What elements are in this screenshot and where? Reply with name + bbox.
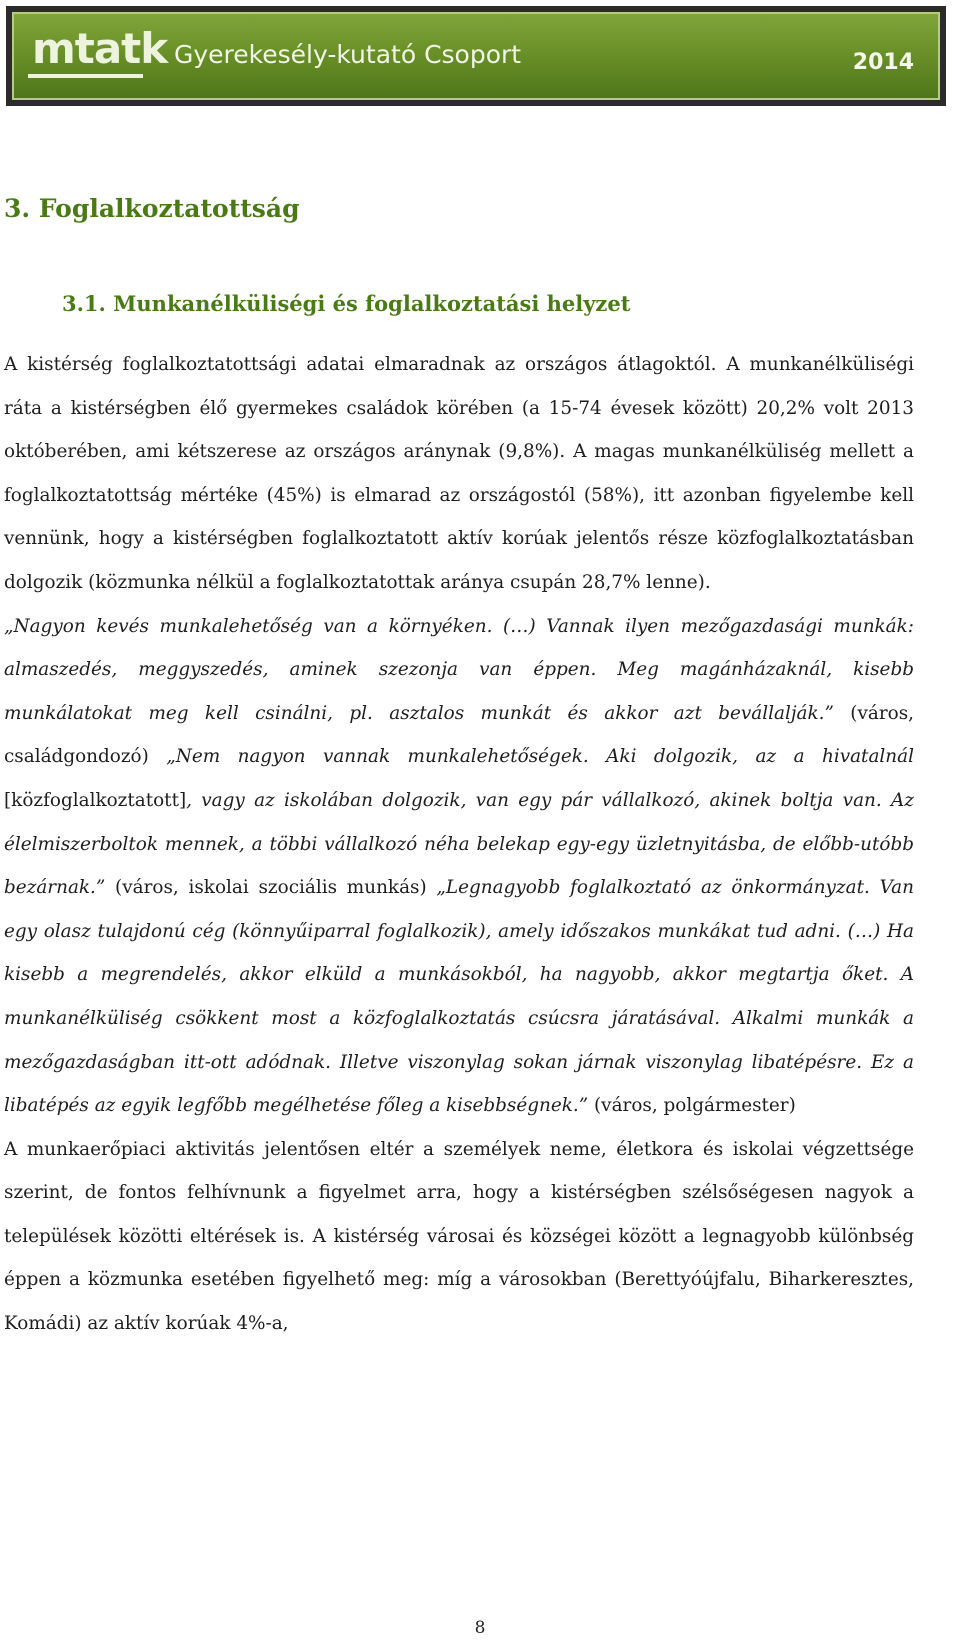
header-title: Gyerekesély-kutató Csoport [174, 40, 522, 69]
section-title: 3.1. Munkanélküliségi és foglalkoztatási helyzet [62, 291, 631, 316]
quote-source: (város, családgondozó) [4, 702, 914, 768]
interview-quote: „Legnagyobb foglalkoztató az önkormányzat. Van egy olasz tulajdonú cég (könnyűiparral foglalkozik), amely időszakos munkákat tud adni. (…) Ha kisebb a megrendelés, akkor elküld a munkásokból, ha nagyobb, akkor megtartja őket. A munkanélküliség csökkent most a közfoglalkoztatás csúcsra járatásával. Alkalmi munkák a mezőgazdaságban itt-ott adódnak. Illetve viszonylag sokan járnak viszonylag libatépésre. Ez a libatépés az egyik legfőbb megélhetése főleg a kisebbségnek.” [4, 877, 914, 1117]
chapter-title: 3. Foglalkoztatottság [4, 194, 300, 223]
paragraph-activity: A munkaerőpiaci aktivitás jelentősen eltér a személyek neme, életkora és iskolai végzettsége szerint, de fontos felhívnunk a figyelmet arra, hogy a kistérségben szélsőségesen nagyok a települések közötti eltérések is. A kistérség városai és községei között a legnagyobb különbség éppen a közmunka esetében figyelhető meg: míg a városokban (Berettyóújfalu, Biharkeresztes, Komádi) az aktív korúak 4%-a, [4, 1138, 914, 1335]
body-text [4, 343, 914, 1346]
logo-underline [28, 74, 143, 78]
paragraph-quotes [4, 605, 914, 1128]
header-banner-panel [12, 12, 940, 100]
header-banner [6, 6, 946, 106]
interview-quote: , vagy az iskolában dolgozik, van egy pár vállalkozó, akinek boltja van. Az élelmiszerboltok mennek, a többi vállalkozó néha belekap egy-egy üzletnyitásba, de előbb-utóbb bezárnak.” [4, 789, 914, 899]
quote-source: (város, polgármester) [588, 1095, 796, 1117]
logo: mtatk [32, 24, 168, 73]
interview-quote: „Nem nagyon vannak munkalehetőségek. Aki dolgozik, az a hivatalnál [166, 746, 914, 768]
quote-source: (város, iskolai szociális munkás) [105, 877, 437, 899]
interview-quote: „Nagyon kevés munkalehetőség van a környéken. (…) Vannak ilyen mezőgazdasági munkák: almaszedés, meggyszedés, aminek szezonja van éppen. Meg magánházaknál, kisebb munkálatokat meg kell csinálni, pl. asztalos munkát és akkor azt bevállalják.” [4, 615, 914, 724]
paragraph-intro: A kistérség foglalkoztatottsági adatai elmaradnak az országos átlagoktól. A munkanélküliségi ráta a kistérségben élő gyermekes családok körében (a 15-74 évesek között) 20,2% volt 2013 októberében, ami kétszerese az országos aránynak (9,8%). A magas munkanélküliség mellett a foglalkoztatottság mértéke (45%) is elmarad az országostól (58%), itt azonban figyelembe kell vennünk, hogy a kistérségben foglalkoztatott aktív korúak jelentős része közfoglalkoztatásban dolgozik (közmunka nélkül a foglalkoztatottak aránya csupán 28,7% lenne). [4, 354, 914, 593]
quote-insertion: [közfoglalkoztatott] [4, 789, 187, 811]
header-year: 2014 [852, 50, 914, 75]
page-number: 8 [474, 1618, 486, 1638]
